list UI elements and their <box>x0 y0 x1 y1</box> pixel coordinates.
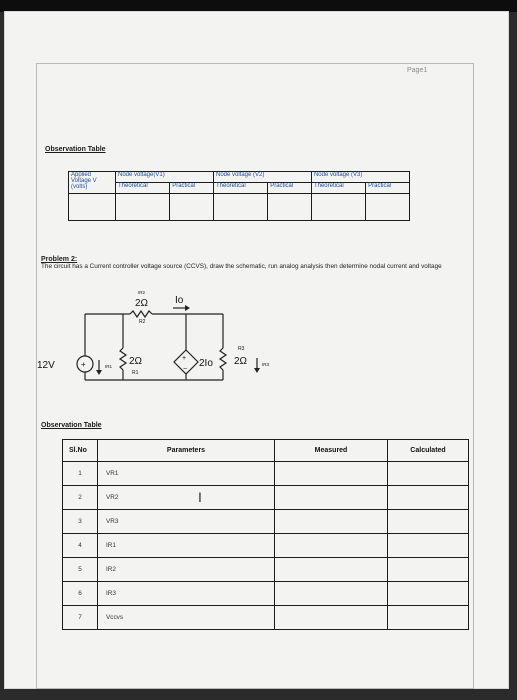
r3-value: 2Ω <box>234 356 248 367</box>
page-label: Page1 <box>407 67 428 74</box>
header-parameters: Parameters <box>98 440 275 462</box>
applied-voltage-header <box>69 172 116 194</box>
row-number: 6 <box>63 582 98 606</box>
resistor-r2 <box>130 311 152 317</box>
row-measured <box>275 510 388 534</box>
table-cell <box>311 194 365 221</box>
v2-theoretical: Theoretical <box>213 183 267 194</box>
v3-theoretical: Theoretical <box>311 183 365 194</box>
io-label: Io <box>175 295 184 306</box>
node-v1-header: Node voltage(V1) <box>116 172 214 183</box>
row-calculated <box>388 606 469 630</box>
row-number: 3 <box>63 510 98 534</box>
text-cursor-icon: I <box>198 489 202 505</box>
v2-practical: Practical <box>268 183 312 194</box>
applied-line-2: Voltage V <box>71 178 97 184</box>
table-cell <box>69 194 116 221</box>
document-page <box>5 12 508 688</box>
table-cell <box>213 194 267 221</box>
r2-label: R2 <box>139 319 146 325</box>
ir2-label: IR2 <box>138 290 146 295</box>
table-cell <box>268 194 312 221</box>
header-slno: Sl.No <box>63 440 98 462</box>
row-calculated <box>388 558 469 582</box>
circuit-diagram <box>35 288 335 398</box>
row-parameter: Vccvs <box>98 606 275 630</box>
plus-sign: + <box>81 360 86 369</box>
table-cell <box>366 194 410 221</box>
parameters-table <box>62 439 469 630</box>
r2-value: 2Ω <box>135 298 149 309</box>
ccvs-plus: + <box>182 355 187 362</box>
observation-table-2-title: Observation Table <box>41 422 102 429</box>
table-cell <box>116 194 170 221</box>
applied-line-1: Applied <box>71 172 92 178</box>
row-measured <box>275 582 388 606</box>
ccvs-label: 2Io <box>199 358 213 369</box>
row-number: 7 <box>63 606 98 630</box>
arrow-head <box>254 368 260 373</box>
table-row <box>63 462 469 486</box>
r1-value: 2Ω <box>129 356 143 367</box>
source-voltage-label: 12V <box>37 360 55 371</box>
r3-label: R3 <box>238 346 245 352</box>
ccvs-minus: − <box>183 366 188 373</box>
node-v3-header: Node voltage (V3) <box>311 172 409 183</box>
row-calculated <box>388 486 469 510</box>
row-calculated <box>388 534 469 558</box>
row-calculated <box>388 462 469 486</box>
row-number: 1 <box>63 462 98 486</box>
row-parameter: IR3 <box>98 582 275 606</box>
row-measured <box>275 462 388 486</box>
r1-label: R1 <box>132 370 139 376</box>
row-calculated <box>388 510 469 534</box>
table-row <box>63 558 469 582</box>
table-cell <box>170 194 214 221</box>
row-parameter: IR1 <box>98 534 275 558</box>
row-measured <box>275 534 388 558</box>
v1-practical: Practical <box>170 183 214 194</box>
table-row <box>63 582 469 606</box>
top-bar <box>0 0 517 12</box>
v3-practical: Practical <box>366 183 410 194</box>
row-measured <box>275 558 388 582</box>
header-measured: Measured <box>275 440 388 462</box>
row-parameter: VR2 <box>98 486 275 510</box>
node-voltage-table <box>68 171 410 221</box>
problem-text: The circuit has a Current controller voltage source (CCVS), draw the schematic, run analog analysis then determine nodal current and voltage <box>41 263 442 270</box>
applied-line-3: (volts) <box>71 184 88 190</box>
row-number: 5 <box>63 558 98 582</box>
resistor-r3 <box>220 348 226 370</box>
row-parameter: VR1 <box>98 462 275 486</box>
table-row <box>63 534 469 558</box>
row-number: 2 <box>63 486 98 510</box>
row-measured <box>275 606 388 630</box>
v1-theoretical: Theoretical <box>116 183 170 194</box>
arrow-head <box>96 370 102 375</box>
row-parameter: IR2 <box>98 558 275 582</box>
node-v2-header: Node voltage (V2) <box>213 172 311 183</box>
table-row <box>69 194 410 221</box>
resistor-r1 <box>120 348 126 370</box>
header-calculated: Calculated <box>388 440 469 462</box>
row-number: 4 <box>63 534 98 558</box>
problem-title: Problem 2: <box>41 256 78 263</box>
ir1-label: IR1 <box>105 364 113 369</box>
table-row <box>63 606 469 630</box>
row-parameter: VR3 <box>98 510 275 534</box>
observation-table-1-title: Observation Table <box>45 146 106 153</box>
table-row <box>63 486 469 510</box>
ir3-label: IR3 <box>262 362 270 367</box>
arrow-head <box>185 305 190 311</box>
table-row <box>63 510 469 534</box>
row-measured <box>275 486 388 510</box>
row-calculated <box>388 582 469 606</box>
